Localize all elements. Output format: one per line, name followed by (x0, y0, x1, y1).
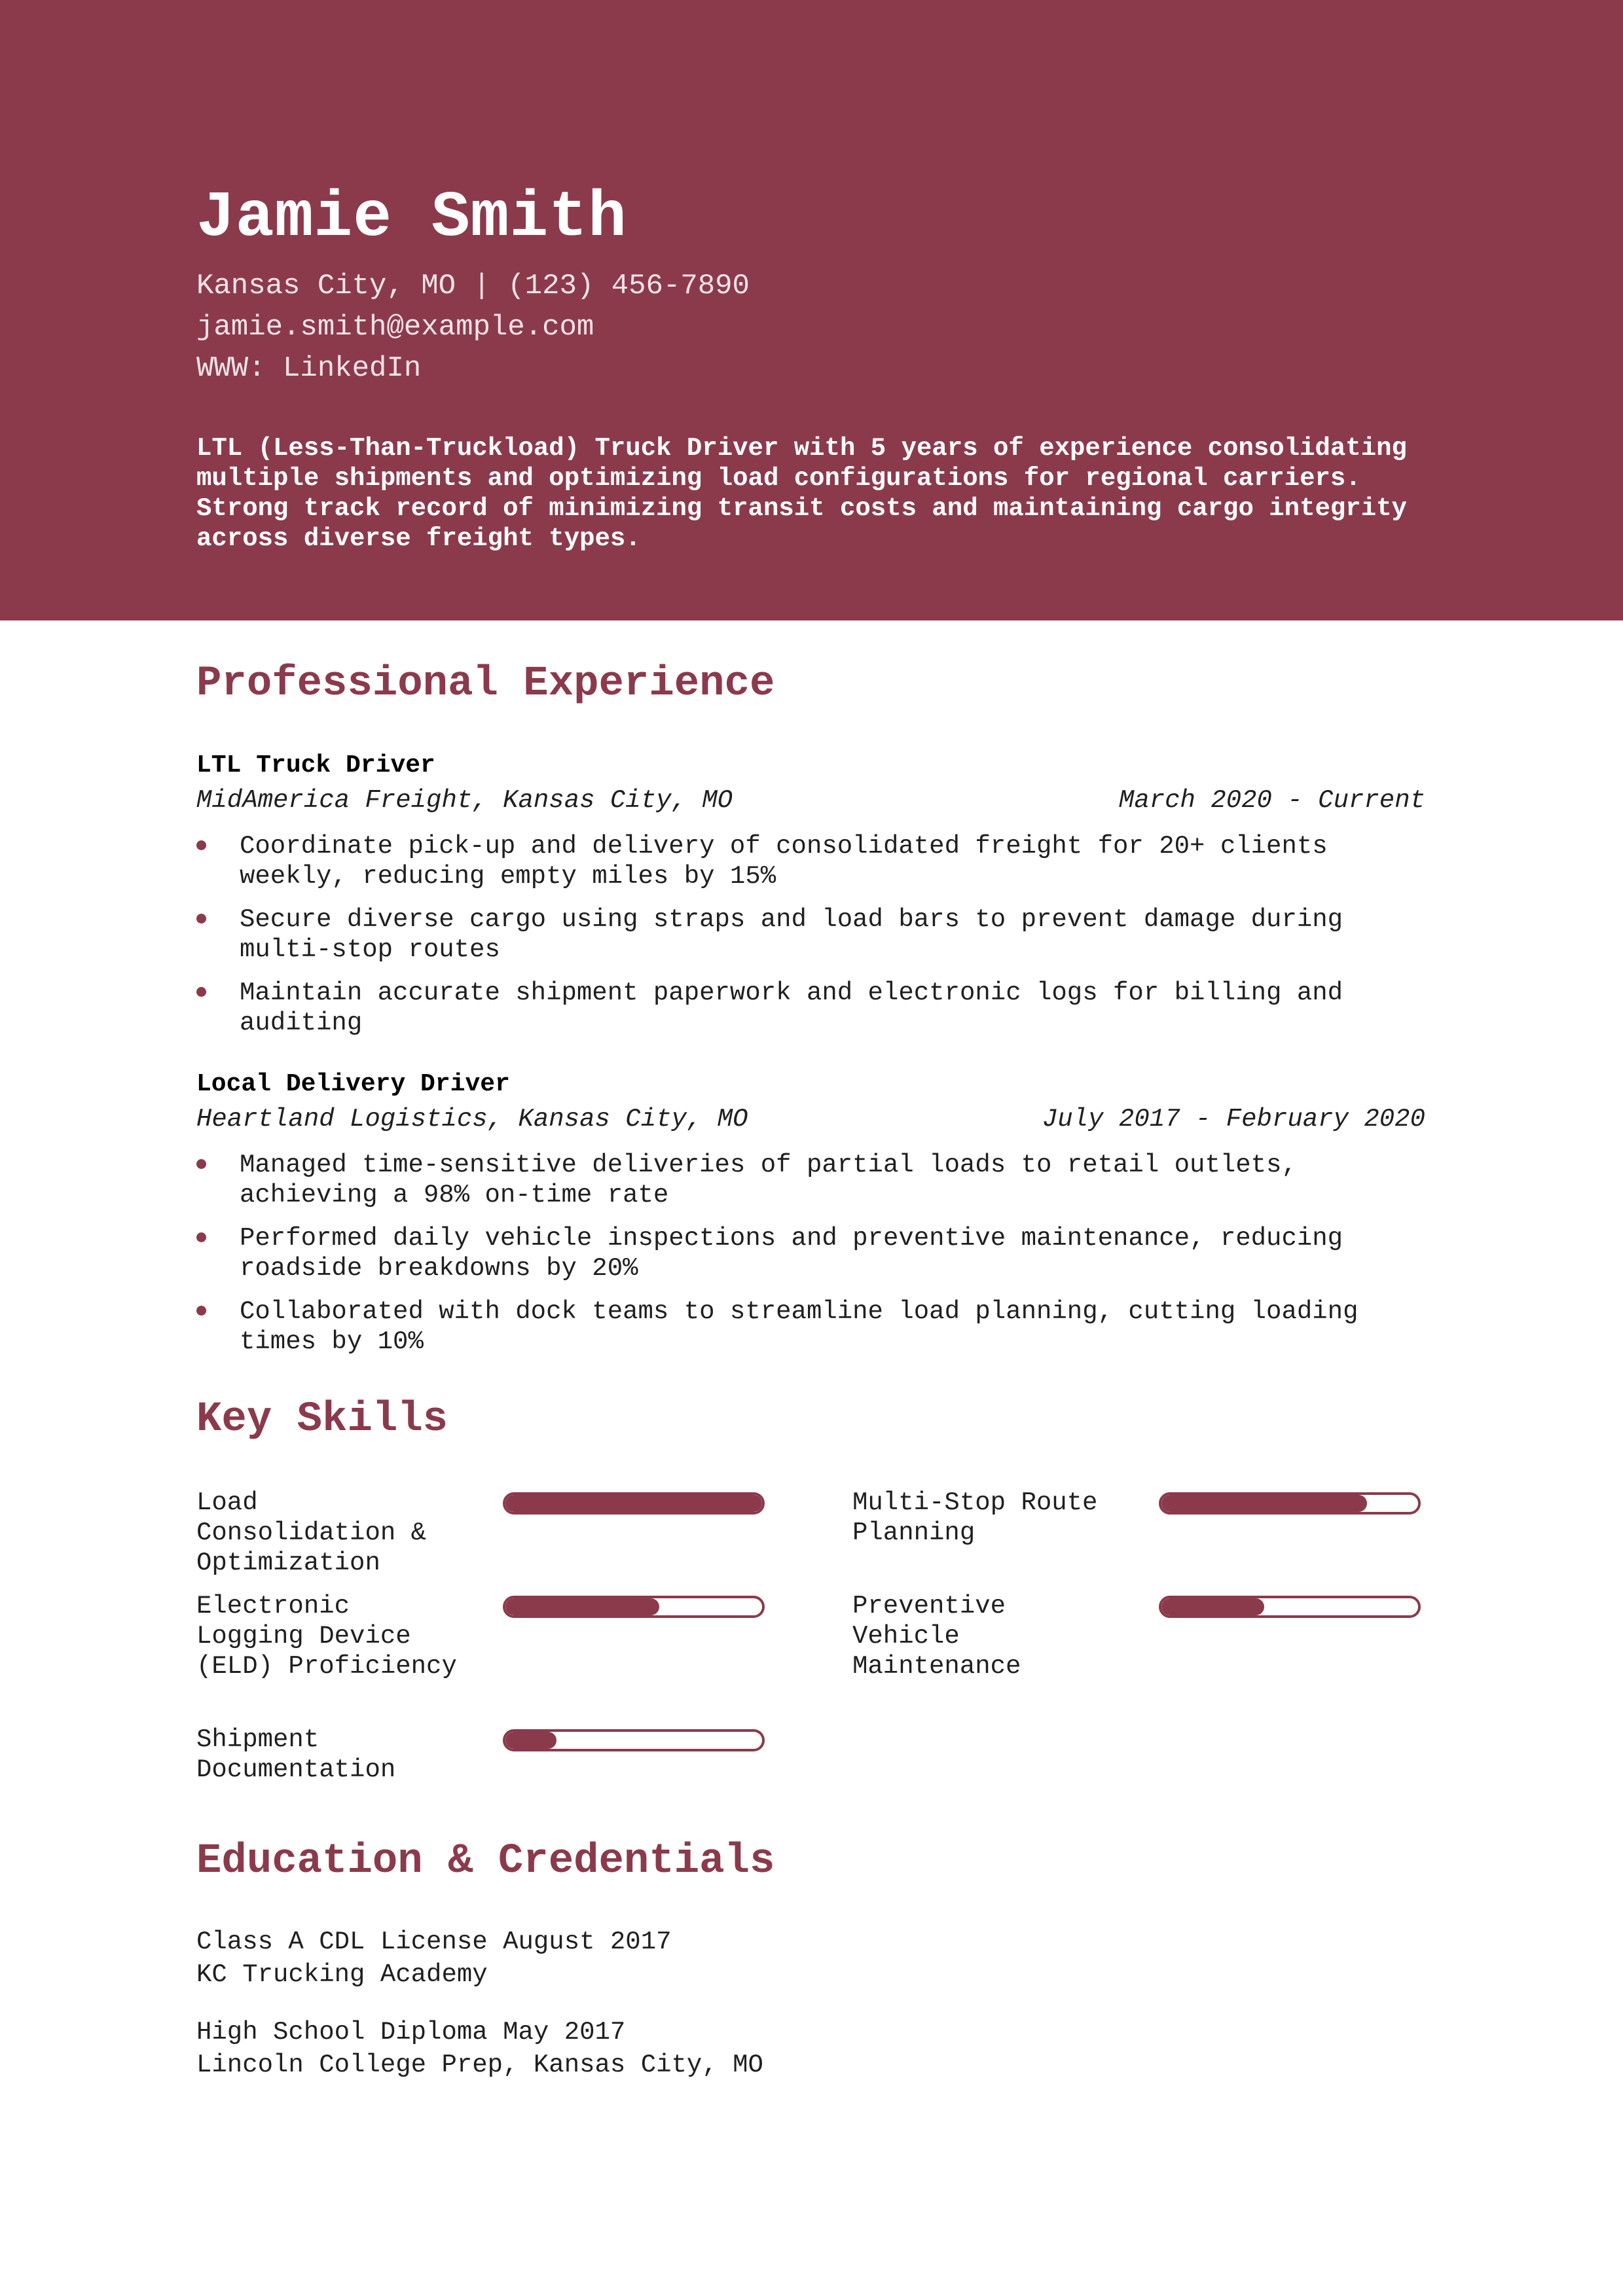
website-link[interactable]: WWW: LinkedIn (196, 352, 422, 385)
education-entry (196, 1926, 672, 1991)
resume-header (0, 0, 1623, 620)
skill-label: Electronic Logging Device (ELD) Proficiency (196, 1592, 457, 1681)
job-dates: July 2017 - February 2020 (1042, 1105, 1425, 1134)
job-company: Heartland Logistics, Kansas City, MO (196, 1105, 748, 1134)
list-item (196, 1150, 1427, 1210)
skill-level-fill (505, 1598, 659, 1615)
bullet-text: Managed time-sensitive deliveries of partial loads to retail outlets, achieving a 98% on-time rate (240, 1151, 1297, 1210)
bullet-text: Collaborated with dock teams to streamline load planning, cutting loading times by 10% (240, 1297, 1359, 1356)
job-dates: March 2020 - Current (1118, 786, 1425, 815)
skill-level-bar (1159, 1596, 1421, 1618)
bullet-text: Maintain accurate shipment paperwork and electronic logs for billing and auditing (240, 978, 1343, 1037)
bullet-text: Coordinate pick-up and delivery of consolidated freight for 20+ clients weekly, reducing empty miles by 15% (240, 832, 1328, 891)
location-phone: Kansas City, MO | (123) 456-7890 (196, 270, 750, 302)
job-title: Local Delivery Driver (196, 1070, 510, 1098)
skill-level-bar (503, 1596, 765, 1618)
experience-section-title: Professional Experience (196, 660, 775, 708)
education-institution: Lincoln College Prep, Kansas City, MO (196, 2051, 763, 2079)
skill-level-bar (1159, 1492, 1421, 1515)
list-item (196, 905, 1427, 965)
skill-level-fill (505, 1495, 762, 1512)
candidate-name: Jamie Smith (196, 182, 627, 255)
skill-label: Preventive Vehicle Maintenance (852, 1592, 1021, 1681)
skill-level-fill (1161, 1495, 1367, 1512)
professional-summary: LTL (Less-Than-Truckload) Truck Driver with 5 years of experience consolidating multiple shipments and optimizing load configurations for regional carriers. Strong track record of minimizing transit costs and maintaining cargo integrity across diverse freight types. (196, 434, 1407, 553)
bullet-icon (196, 1159, 206, 1169)
bullet-icon (196, 1232, 206, 1242)
list-item (196, 1297, 1427, 1357)
bullet-icon (196, 914, 206, 924)
bullet-text: Performed daily vehicle inspections and preventive maintenance, reducing roadside breakdowns by 20% (240, 1224, 1343, 1283)
bullet-text: Secure diverse cargo using straps and load bars to prevent damage during multi-stop routes (240, 905, 1343, 964)
skill-level-fill (505, 1732, 556, 1749)
job-title: LTL Truck Driver (196, 751, 435, 780)
skill-label: Multi-Stop Route Planning (852, 1488, 1098, 1547)
education-section-title: Education & Credentials (196, 1838, 775, 1885)
email-address[interactable]: jamie.smith@example.com (196, 311, 594, 344)
skill-level-fill (1161, 1598, 1264, 1615)
skill-label: Shipment Documentation (196, 1725, 396, 1784)
bullet-icon (196, 1306, 206, 1316)
skill-level-bar (503, 1492, 765, 1515)
list-item (196, 1223, 1427, 1283)
job-company: MidAmerica Freight, Kansas City, MO (196, 786, 733, 815)
skills-section-title: Key Skills (196, 1396, 448, 1443)
education-institution: KC Trucking Academy (196, 1960, 488, 1989)
education-credential: High School Diploma May 2017 (196, 2018, 626, 2047)
list-item (196, 978, 1427, 1038)
bullet-icon (196, 840, 206, 850)
skill-label: Load Consolidation & Optimization (196, 1488, 427, 1577)
bullet-icon (196, 987, 206, 997)
list-item (196, 831, 1427, 891)
education-entry (196, 2016, 763, 2081)
skill-level-bar (503, 1729, 765, 1751)
education-credential: Class A CDL License August 2017 (196, 1928, 672, 1956)
